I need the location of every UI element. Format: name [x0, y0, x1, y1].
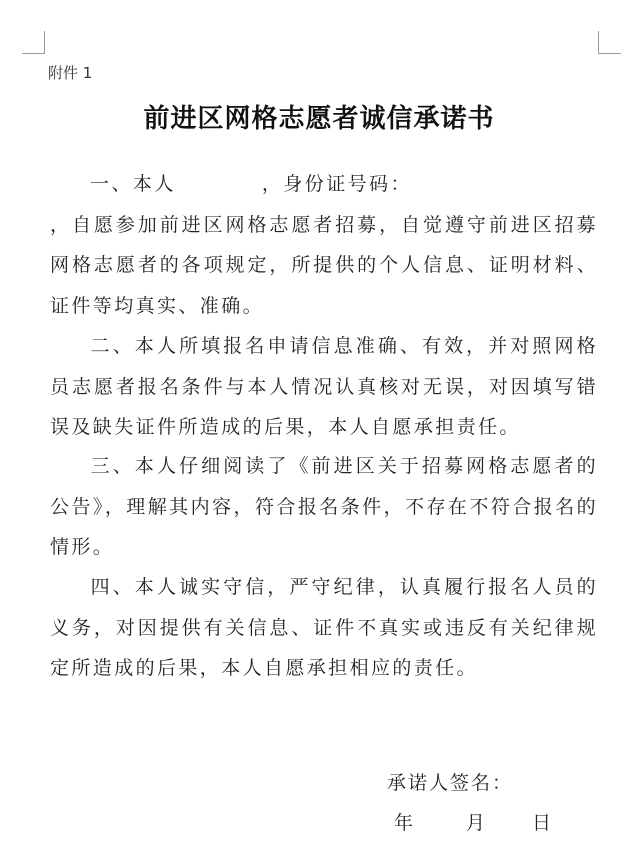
page-corner-mark-top-left	[22, 31, 45, 54]
date-month-label: 月	[466, 812, 486, 834]
paragraph-2	[50, 326, 598, 448]
date-year-label: 年	[394, 812, 414, 834]
signature-label: 承诺人签名：	[387, 772, 514, 794]
paragraph-4-text: 四、本人诚实守信，严守纪律，认真履行报名人员的义务，对因提供有关信息、证件不真实或违反有关纪律规定所造成的后果，本人自愿承担相应的责任。	[50, 576, 598, 679]
paragraph-1	[50, 164, 598, 326]
paragraph-3-text: 三、本人仔细阅读了《前进区关于招募网格志愿者的公告》，理解其内容，符合报名条件，不存在不符合报名的情形。	[50, 455, 598, 558]
paragraph-1-part-3: ，自愿参加前进区网格志愿者招募，自觉遵守前进区招募网格志愿者的各项规定，所提供的个人信息、证明材料、证件等均真实、准确。	[50, 213, 598, 317]
document-title: 前进区网格志愿者诚信承诺书	[143, 104, 495, 134]
paragraph-4	[50, 567, 598, 689]
paragraph-1-part-2: ，身份证号码：	[261, 173, 412, 195]
paragraph-1-part-1: 一、本人	[90, 173, 176, 195]
page-corner-mark-top-right	[598, 31, 621, 54]
date-day-label: 日	[532, 812, 552, 834]
attachment-label: 附件 1	[48, 64, 93, 82]
paragraph-3	[50, 446, 598, 568]
paragraph-2-text: 二、本人所填报名申请信息准确、有效，并对照网格员志愿者报名条件与本人情况认真核对无误，对因填写错误及缺失证件所造成的后果，本人自愿承担责任。	[50, 335, 598, 438]
